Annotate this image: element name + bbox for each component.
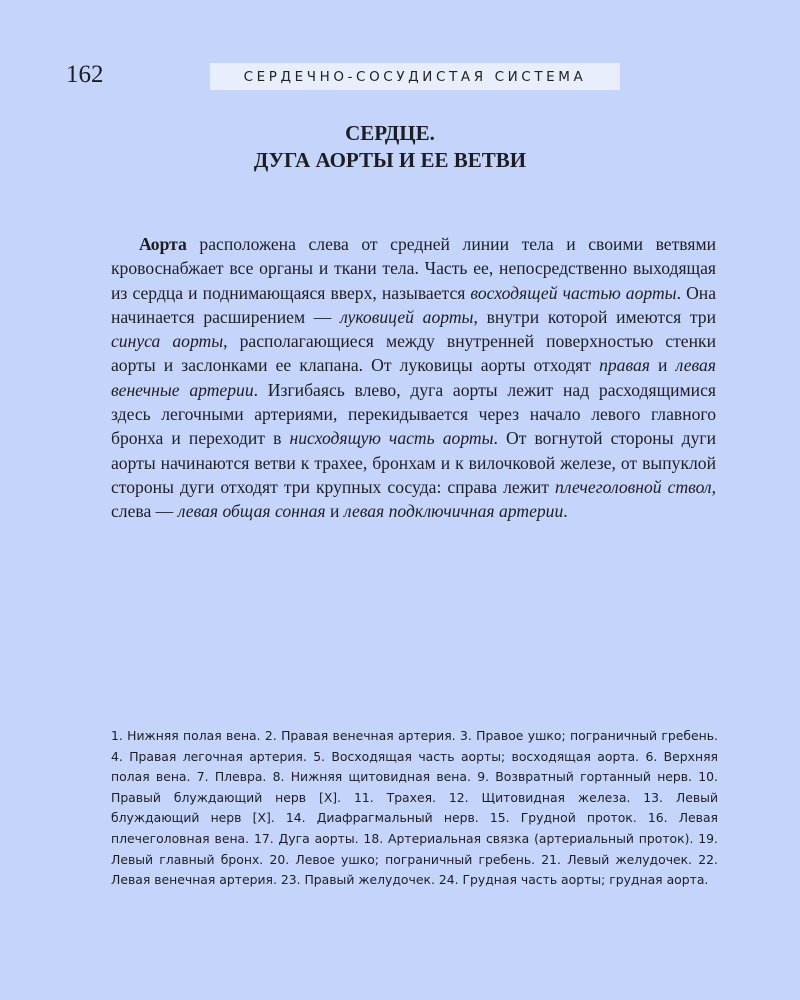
body-text-segment: и [649,355,676,376]
term-brachiocephalic-trunk: плечеголовной ствол [555,476,712,497]
term-aortic-bulb: луковицей аорты [340,306,474,327]
body-paragraph [111,232,716,524]
page-number: 162 [66,61,104,88]
body-text-segment: , внутри которой имеются три [473,306,716,327]
term-left-coronary-arteries: левая венечные артерии [111,355,716,400]
term-ascending-aorta: восходящей частью аорты [470,282,677,303]
term-aortic-sinus: синуса аорты [111,331,224,352]
running-head-label: СЕРДЕЧНО-СОСУДИСТАЯ СИСТЕМА [243,68,587,85]
term-right: правая [599,355,650,376]
term-left-common-carotid: левая общая сонная [177,501,326,522]
page-title [160,120,620,174]
figure-caption: 1. Нижняя полая вена. 2. Правая венечная артерия. 3. Правое ушко; пограничный гребень. 4. Правая легочная артерия. 5. Восходящая часть аорты; восходящая аорта. 6. Верхняя полая вена. 7. Плевра. 8. Нижняя щитовидная вена. 9. Возвратный гортанный нерв. 10. Правый блуждающий нерв [X]. 11. Трахея. 12. Щитовидная железа. 13. Левый блуждающий нерв [X]. 14. Диафрагмальный нерв. 15. Грудной проток. 16. Левая плечеголовная вена. 17. Дуга аорты. 18. Артериальная связка (артериальный проток). 19. Левый главный бронх. 20. Левое ушко; пограничный гребень. 21. Левый желудочек. 22. Левая венечная артерия. 23. Правый желудочек. 24. Грудная часть аорты; грудная аорта. [111,728,718,888]
running-head [210,63,620,90]
body-text-segment: . Она начинается расширением — [111,282,716,327]
title-line-2: ДУГА АОРТЫ И ЕЕ ВЕТВИ [253,148,527,172]
body-text-segment: . [563,501,568,522]
body-text-segment: , слева — [111,476,716,522]
term-aorta: Аорта [139,234,187,254]
body-text-segment: и [325,501,344,522]
term-left-subclavian-artery: левая подключичная артерии [343,501,564,522]
body-text-segment: расположена слева от средней линии тела и своими ветвями кровоснабжает все органы и ткани тела. Часть ее, непосредственно выходящая из сердца и поднимающаяся вверх, называется [111,234,716,303]
body-text-segment: . От вогнутой стороны дуги аорты начинаются ветви к трахее, бронхам и к вилочковой железе, от выпуклой стороны дуги отходят три крупных сосуда: справа лежит [111,428,716,497]
body-text-segment: . Изгибаясь влево, дуга аорты лежит над расходящимися здесь легочными артериями, перекидывается через начало левого главного бронха и переходит в [111,379,716,449]
title-line-1: СЕРДЦЕ. [345,121,435,145]
body-text-segment: , располагающиеся между внутренней поверхностью стенки аорты и заслонками ее клапана. От луковицы аорты отходят [111,331,716,376]
term-descending-aorta: нисходящую часть аорты [289,428,494,449]
